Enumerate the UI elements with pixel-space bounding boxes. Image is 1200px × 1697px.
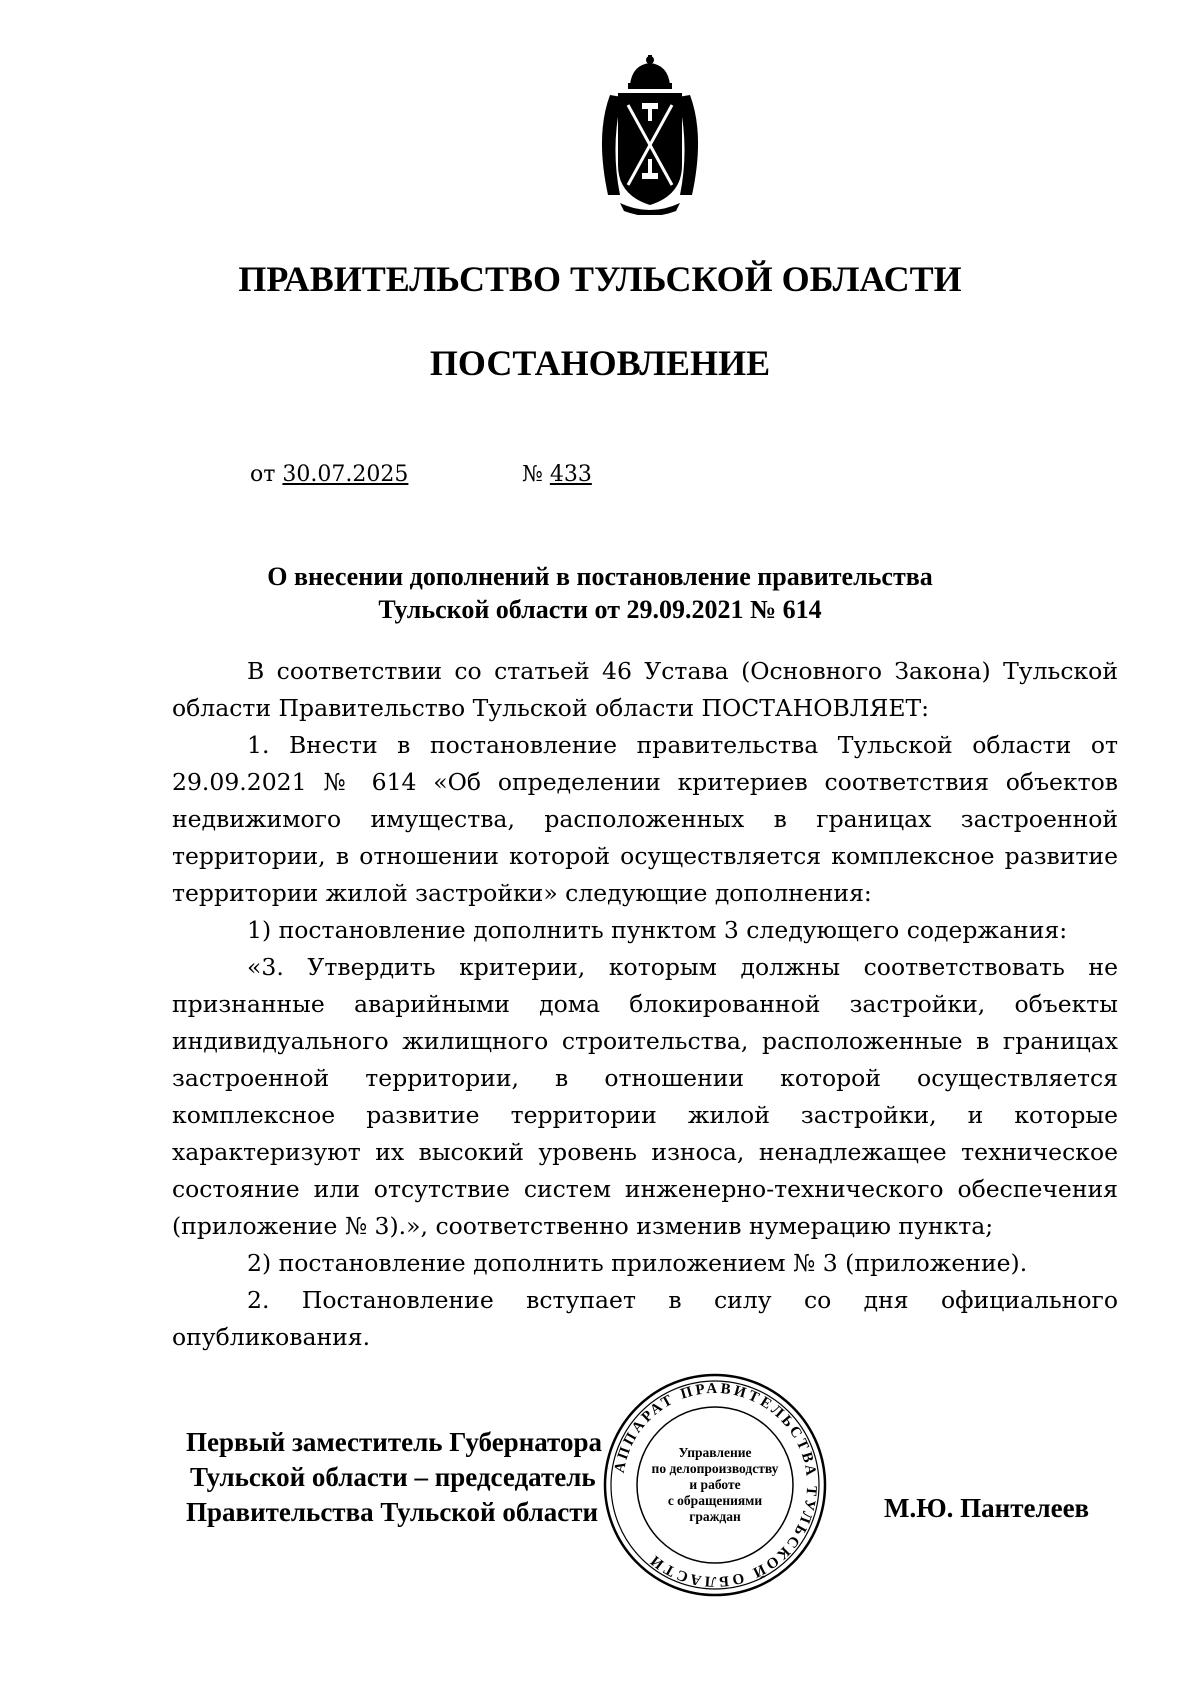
- signatory-position: [186, 1425, 602, 1530]
- date-prefix: от: [250, 462, 276, 487]
- document-number: [522, 462, 592, 487]
- body-paragraph: 1) постановление дополнить пунктом 3 следующего содержания:: [247, 916, 1068, 944]
- signatory-name: М.Ю. Пантелеев: [884, 1493, 1090, 1523]
- subject-line-2: Тульской области от 29.09.2021 № 614: [378, 595, 822, 624]
- body-paragraph: «3. Утвердить критерии, которым должны соответствовать не признанные аварийными дома блокированной застройки, объекты индивидуального жилищного строительства, расположенные в границах застроенной территории, в отношении которой осуществляется комплексное развитие территории жилой застройки, и которые характеризуют их высокий уровень износа, ненадлежащее техническое состояние или отсутствие систем инженерно-технического обеспечения (приложение № 3).», соответственно изменив нумерацию пункта;: [172, 953, 1118, 1240]
- body-paragraph: 1. Внести в постановление правительства Тульской области от 29.09.2021 № 614 «Об определении критериев соответствия объектов недвижимого имущества, расположенных в границах застроенной территории, в отношении которой осуществляется комплексное развитие территории жилой застройки» следующие дополнения:: [172, 731, 1118, 907]
- stamp-ring-text: АППАРАТ ПРАВИТЕЛЬСТВА ТУЛЬСКОЙ ОБЛАСТИ: [611, 1380, 820, 1590]
- date-value: 30.07.2025: [282, 462, 409, 487]
- document-type-title: ПОСТАНОВЛЕНИЕ: [429, 343, 771, 383]
- document-date: [250, 462, 408, 487]
- government-name: ПРАВИТЕЛЬСТВО ТУЛЬСКОЙ ОБЛАСТИ: [238, 259, 962, 299]
- body-paragraph: В соответствии со статьей 46 Устава (Основного Закона) Тульской области Правительство Тульской области ПОСТАНОВЛЯЕТ:: [172, 657, 1118, 722]
- signatory-line-3: Правительства Тульской области: [186, 1497, 599, 1527]
- body-paragraph: 2. Постановление вступает в силу со дня официального опубликования.: [172, 1286, 1118, 1351]
- body-paragraph: 2) постановление дополнить приложением № 3 (приложение).: [247, 1249, 1028, 1277]
- document-subject: [150, 560, 1050, 626]
- number-value: 433: [549, 462, 592, 487]
- stamp-inner-text: Управление по делопроизводству и работе с обращениями граждан: [651, 1445, 779, 1524]
- signatory-line-2: Тульской области – председатель: [190, 1462, 596, 1492]
- tula-coat-of-arms-emblem: [580, 55, 720, 215]
- signatory-line-1: Первый заместитель Губернатора: [186, 1427, 602, 1457]
- number-prefix: №: [522, 462, 543, 487]
- subject-line-1: О внесении дополнений в постановление правительства: [267, 562, 933, 591]
- document-body: [172, 653, 1118, 1356]
